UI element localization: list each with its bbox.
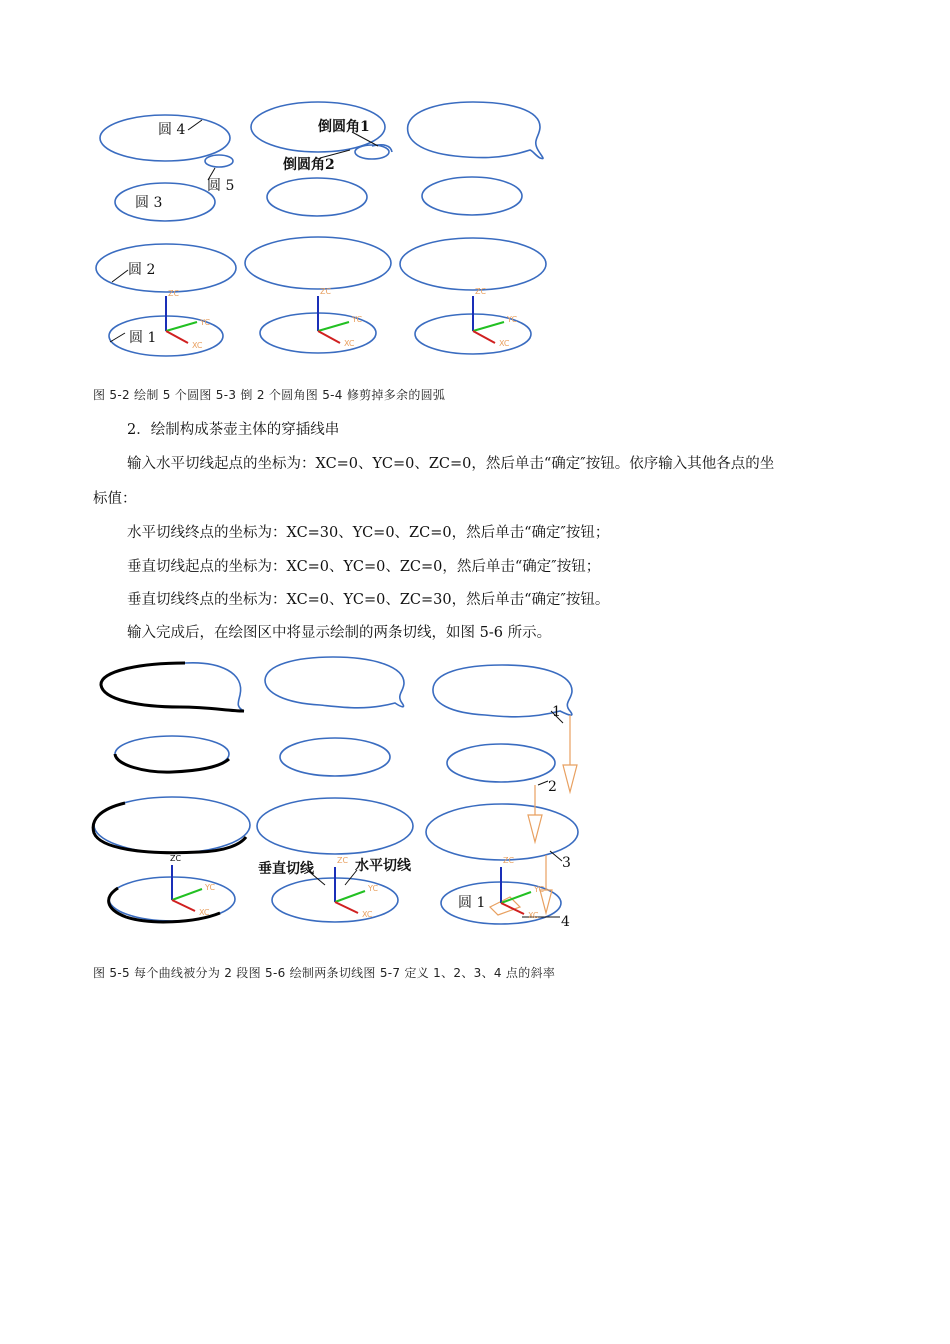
svg-text:ZC: ZC <box>475 287 487 296</box>
triad-b1 <box>170 854 215 917</box>
svg-text:XC: XC <box>199 908 210 917</box>
svg-text:ZC: ZC <box>170 854 182 863</box>
label-fillet1: 倒圆角1 <box>318 119 370 135</box>
label-circle5: 圆 5 <box>207 178 235 194</box>
label-circle4: 圆 4 <box>158 122 186 138</box>
svg-text:YC: YC <box>200 318 211 327</box>
caption-fig-5-5: 图 5-5 每个曲线被分为 2 段图 5-6 绘制两条切线图 5-7 定义 1、2、3、4 点的斜率 <box>93 966 556 980</box>
label-circle2: 圆 2 <box>128 262 156 278</box>
svg-text:YC: YC <box>352 315 363 324</box>
col3-circle3-shape <box>422 177 522 215</box>
figure-bottom <box>0 645 950 975</box>
trimmed-shape <box>408 102 543 159</box>
paragraph-3: 垂直切线起点的坐标为：XC=0、YC=0、ZC=0，然后单击“确定″按钮； <box>127 559 601 575</box>
label-pt3: 3 <box>562 855 571 871</box>
svg-text:ZC: ZC <box>168 289 180 298</box>
svg-text:ZC: ZC <box>337 856 349 865</box>
label-b-circle1: 圆 1 <box>458 895 486 911</box>
col2-circle3-shape <box>267 178 367 216</box>
triad-1 <box>166 289 210 350</box>
label-pt2: 2 <box>548 779 557 795</box>
svg-text:XC: XC <box>362 910 373 919</box>
section-heading: 2．绘制构成茶壶主体的穿插线串 <box>127 422 340 438</box>
figure-top <box>0 0 950 380</box>
svg-text:XC: XC <box>344 339 355 348</box>
col3-circle2-shape <box>400 238 546 290</box>
col2-circle2-shape <box>245 237 391 289</box>
circle-2-shape <box>96 244 236 292</box>
paragraph-5: 输入完成后，在绘图区中将显示绘制的两条切线，如图 5-6 所示。 <box>127 625 552 641</box>
paragraph-2: 水平切线终点的坐标为：XC=30、YC=0、ZC=0，然后单击“确定″按钮； <box>127 525 610 541</box>
svg-text:YC: YC <box>507 315 518 324</box>
paragraph-1-line-2: 标值： <box>93 491 137 507</box>
triad-3 <box>473 287 517 348</box>
svg-text:ZC: ZC <box>320 287 332 296</box>
svg-text:XC: XC <box>192 341 203 350</box>
triad-2 <box>318 287 362 348</box>
svg-text:XC: XC <box>499 339 510 348</box>
svg-text:YC: YC <box>368 884 379 893</box>
label-pt4: 4 <box>561 914 570 930</box>
label-circle3: 圆 3 <box>135 195 163 211</box>
circle-5-shape <box>205 155 233 167</box>
paragraph-4: 垂直切线终点的坐标为：XC=0、YC=0、ZC=30，然后单击“确定″按钮。 <box>127 592 610 608</box>
label-vertical-tangent: 垂直切线 <box>258 861 314 877</box>
label-pt1: 1 <box>552 704 561 720</box>
svg-text:YC: YC <box>205 883 216 892</box>
fillet-small-shape <box>355 145 389 159</box>
label-circle1: 圆 1 <box>129 330 157 346</box>
label-horizontal-tangent: 水平切线 <box>355 858 411 874</box>
paragraph-1-line-1: 输入水平切线起点的坐标为：XC=0、YC=0、ZC=0，然后单击“确定″按钮。依序输入其他各点的坐 <box>127 456 775 472</box>
svg-text:XC: XC <box>528 911 539 920</box>
svg-text:YC: YC <box>534 885 545 894</box>
circle-3-shape <box>115 183 215 221</box>
svg-text:ZC: ZC <box>503 856 515 865</box>
caption-fig-5-2: 图 5-2 绘制 5 个圆图 5-3 倒 2 个圆角图 5-4 修剪掉多余的圆弧 <box>93 388 446 402</box>
triad-b3 <box>501 856 544 920</box>
label-fillet2: 倒圆角2 <box>283 157 335 173</box>
